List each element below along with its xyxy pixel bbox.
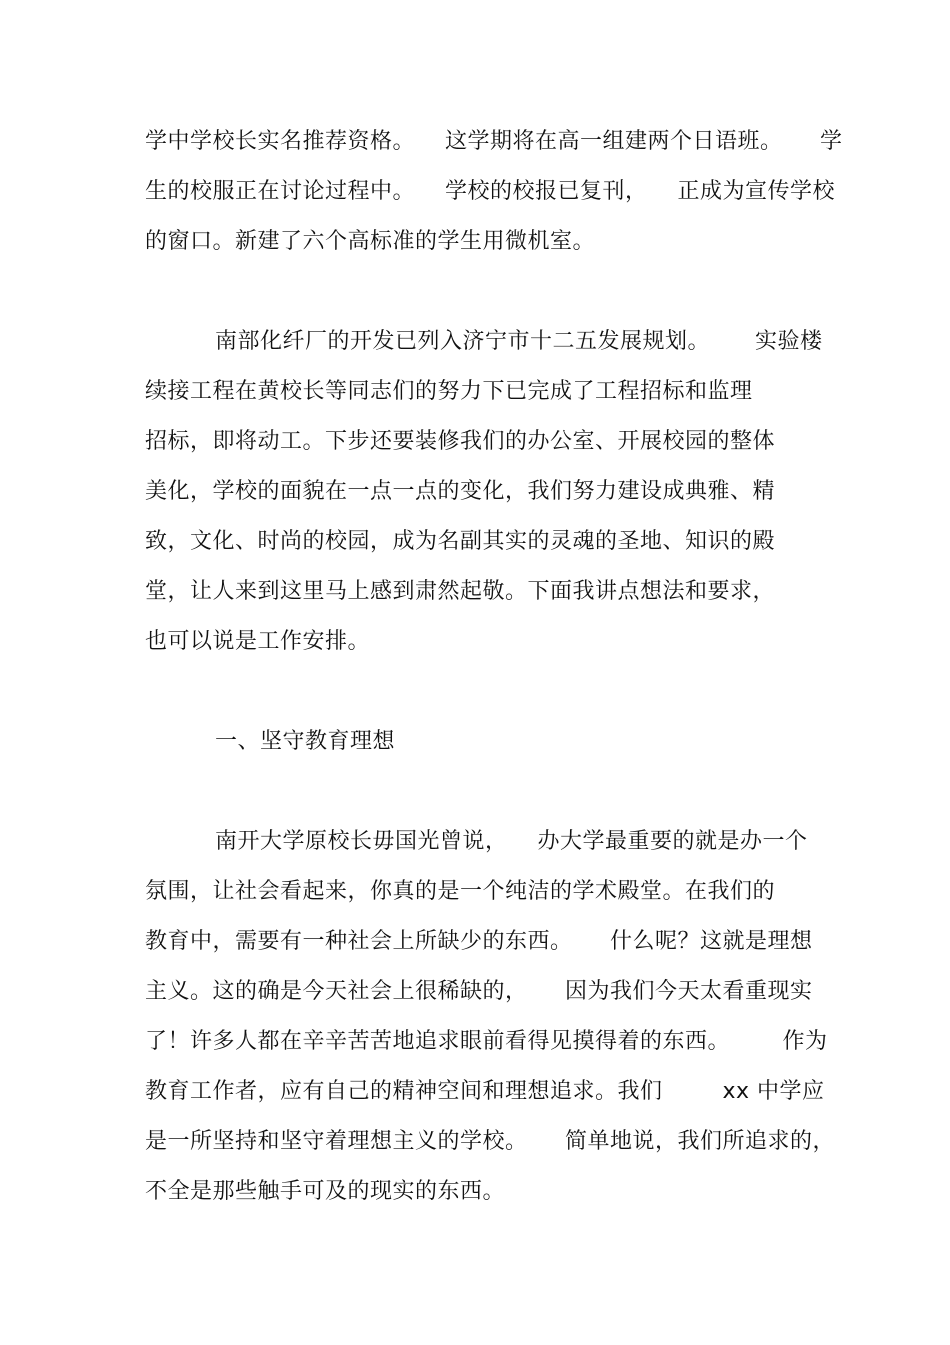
text-line: 招标，即将动工。下步还要装修我们的办公室、开展校园的整体 (145, 429, 776, 454)
text-line: 生的校服正在讨论过程中。 学校的校报已复刊， 正成为宣传学校 (145, 179, 835, 204)
text-line: 也可以说是工作安排。 (145, 629, 371, 654)
section-heading: 一、坚守教育理想 (215, 729, 396, 754)
text-line: 致，文化、时尚的校园，成为名副其实的灵魂的圣地、知识的殿 (145, 529, 776, 554)
text-line: 主义。这的确是今天社会上很稀缺的， 因为我们今天太看重现实 (145, 979, 813, 1004)
text-line: 美化，学校的面貌在一点一点的变化，我们努力建设成典雅、精 (145, 479, 776, 504)
text-line: 的窗口。新建了六个高标准的学生用微机室。 (145, 229, 596, 254)
text-line: 南部化纤厂的开发已列入济宁市十二五发展规划。 实验楼 (215, 329, 823, 354)
text-line: 堂，让人来到这里马上感到肃然起敬。下面我讲点想法和要求， (145, 579, 776, 604)
text-line: 南开大学原校长毋国光曾说， 办大学最重要的就是办一个 (215, 829, 808, 854)
text-line: 不全是那些触手可及的现实的东西。 (145, 1179, 506, 1204)
text-line: 续接工程在黄校长等同志们的努力下已完成了工程招标和监理 (145, 379, 753, 404)
text-line: 是一所坚持和坚守着理想主义的学校。 简单地说，我们所追求的， (145, 1129, 835, 1154)
text-line: 了！许多人都在辛辛苦苦地追求眼前看得见摸得着的东西。 作为 (145, 1029, 828, 1054)
text-line: 氛围，让社会看起来，你真的是一个纯洁的学术殿堂。在我们的 (145, 879, 776, 904)
text-line: 学中学校长实名推荐资格。 这学期将在高一组建两个日语班。 学 (145, 129, 843, 154)
text-line: 教育中，需要有一种社会上所缺少的东西。 什么呢？这就是理想 (145, 929, 813, 954)
text-line: 教育工作者，应有自己的精神空间和理想追求。我们 xx 中学应 (145, 1079, 825, 1104)
